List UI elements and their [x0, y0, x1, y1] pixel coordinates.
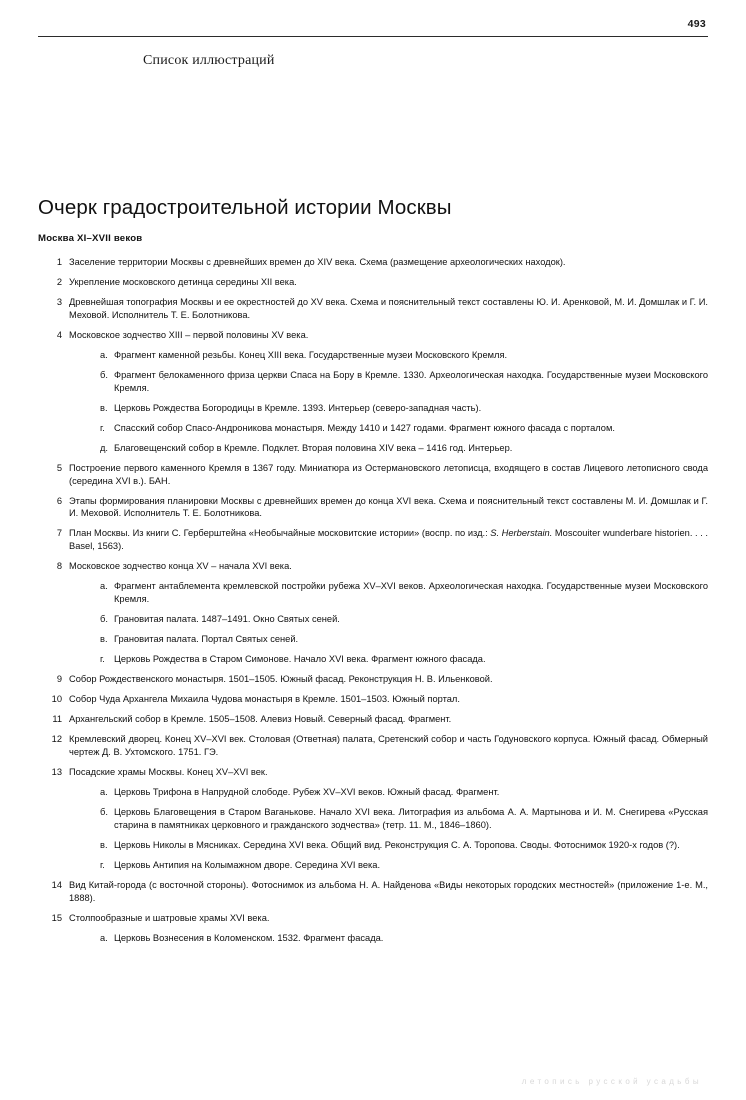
list-item-number: 12	[51, 734, 62, 745]
list-item-text: План Москвы. Из книги С. Герберштейна «Необычайные московитские истории» (воспр. по изд.: S. Herberstain. Moscouiter wunderbare historien. . . . Basel, 1563).	[69, 528, 708, 551]
sub-list-item-text: Спасский собор Спасо-Андроникова монастыря. Между 1410 и 1427 годами. Фрагмент южного фасада с порталом.	[114, 422, 615, 433]
sub-list-item-text: Фрагмент белокаменного фриза церкви Спаса на Бору в Кремле. 1330. Археологическая находка. Государственные музеи Московского Кремля.	[114, 370, 708, 393]
sub-list-item-text: Церковь Вознесения в Коломенском. 1532. Фрагмент фасада.	[114, 932, 384, 943]
list-item-text: Вид Китай-города (с восточной стороны). Фотоснимок из альбома Н. А. Найденова «Виды некоторых городских местностей» (приложение 1-е. М., 1888).	[69, 880, 708, 903]
sub-list-item	[38, 613, 708, 626]
sub-list-item-text: Грановитая палата. Портал Святых сеней.	[114, 633, 299, 644]
sub-list-item-text: Грановитая палата. 1487–1491. Окно Святых сеней.	[114, 613, 340, 624]
sub-list-item	[38, 422, 708, 435]
sub-list-item	[38, 580, 708, 605]
sub-list-item-text: Церковь Антипия на Колымажном дворе. Середина XVI века.	[114, 860, 381, 871]
sub-list-item-label: д.	[100, 442, 109, 453]
list-item-text: Заселение территории Москвы с древнейших времен до XIV века. Схема (размещение археологических находок).	[69, 257, 566, 267]
list-item-number: 3	[56, 297, 62, 308]
sub-list-item	[38, 839, 708, 852]
list-item-number: 9	[56, 674, 62, 685]
list-item-text: Построение первого каменного Кремля в 1367 году. Миниатюра из Остермановского летописца, входящего в состав Лицевого летописного свода (середина XVI в.). БАН.	[69, 463, 708, 486]
sub-list-item-text: Церковь Рождества Богородицы в Кремле. 1393. Интерьер (северо-западная часть).	[114, 402, 482, 413]
list-item	[38, 560, 708, 573]
list-item	[38, 733, 708, 758]
sub-list-item-text: Церковь Рождества в Старом Симонове. Начало XVI века. Фрагмент южного фасада.	[114, 654, 486, 665]
list-item	[38, 879, 708, 904]
sub-list-item	[38, 859, 708, 872]
list-item	[38, 276, 708, 289]
sub-list-item-label: в.	[100, 402, 108, 413]
sub-list-item-label: в.	[100, 840, 108, 850]
sub-list-item	[38, 806, 708, 831]
illustration-list	[38, 256, 708, 952]
list-item-number: 7	[56, 528, 62, 539]
sub-list-item	[38, 349, 708, 362]
list-item-text: Московское зодчество конца XV – начала XVI века.	[69, 561, 292, 572]
italic-citation: S. Herberstain.	[490, 528, 553, 539]
running-head: Список иллюстраций	[143, 53, 275, 68]
list-item-number: 11	[52, 714, 62, 725]
list-item-number: 6	[56, 495, 62, 506]
sub-list-item-label: г.	[100, 654, 105, 665]
list-item-number: 14	[51, 880, 62, 891]
sub-list-item	[38, 633, 708, 646]
list-item-text: Кремлевский дворец. Конец XV–XVI век. Столовая (Ответная) палата, Сретенский собор и часть Годуновского корпуса. Южный фасад. Обмерный чертеж Д. В. Ухтомского. 1751. ГЭ.	[69, 734, 708, 758]
header-rule	[38, 36, 708, 37]
sub-list-item-text: Фрагмент антаблемента кремлевской постройки рубежа XV–XVI веков. Археологическая находка. Государственные музеи Московского Кремля.	[114, 581, 708, 604]
sub-list-item-text: Церковь Благовещения в Старом Ваганькове. Начало XVI века. Литография из альбома А. А. Мартынова и И. М. Снегирева «Русская старина в памятниках церковного и гражданского зодчества» (тетр. 11. М., 1846–1860).	[114, 807, 708, 830]
list-item	[38, 296, 708, 321]
list-item-number: 8	[56, 561, 62, 572]
list-item-number: 4	[56, 329, 62, 340]
sub-list-item-label: а.	[100, 581, 108, 592]
list-item-text: Собор Рождественского монастыря. 1501–1505. Южный фасад. Реконструкция Н. В. Ильенковой.	[69, 674, 493, 685]
sub-list-item-label: а.	[100, 349, 108, 360]
citation-tail: Moscouiter wunderbare historien. . . . Basel, 1563).	[69, 528, 708, 551]
sub-list-item	[38, 653, 708, 666]
sub-list-item-label: б.	[100, 807, 108, 818]
list-item	[38, 766, 708, 779]
sub-list-item-label: а.	[100, 932, 108, 943]
list-item-number: 2	[56, 277, 62, 288]
list-item-text: Этапы формирования планировки Москвы с древнейших времен до конца XVI века. Схема и пояснительный текст составлены М. И. Домшлак и Г. И. Меховой. Исполнитель Т. Е. Болотникова.	[69, 495, 708, 519]
sub-list-item-label: б.	[100, 613, 108, 624]
sub-list-item	[38, 786, 708, 799]
page-title: Очерк градостроительной истории Москвы	[38, 196, 452, 219]
sub-list-item	[38, 442, 708, 455]
list-item-text: Собор Чуда Архангела Михаила Чудова монастыря в Кремле. 1501–1503. Южный портал.	[69, 694, 460, 705]
list-item-number: 10	[51, 694, 62, 705]
list-item	[38, 462, 708, 487]
list-item-number: 13	[51, 767, 62, 778]
page-number: 493	[687, 18, 706, 30]
list-item	[38, 256, 708, 269]
list-item	[38, 329, 708, 342]
list-item	[38, 912, 708, 925]
sub-list-item	[38, 932, 708, 945]
list-item-text: Московское зодчество XIII – первой половины XV века.	[69, 329, 309, 340]
list-item-number: 5	[56, 463, 62, 474]
sub-list-item-text: Благовещенский собор в Кремле. Подклет. Вторая половина XIV века – 1416 год. Интерьер.	[114, 442, 513, 453]
sub-list-item-label: б.	[100, 370, 108, 381]
list-item	[38, 527, 708, 552]
sub-list-item-label: г.	[100, 422, 105, 433]
list-item-text: Укрепление московского детинца середины XII века.	[69, 277, 297, 288]
list-item	[38, 693, 708, 706]
list-item	[38, 495, 708, 520]
list-item-text: Древнейшая топография Москвы и ее окрестностей до XV века. Схема и пояснительный текст составлены Ю. И. Аренковой, М. И. Домшлак и Г. И. Меховой. Исполнитель Т. Е. Болотникова.	[69, 297, 708, 320]
sub-list-item-label: в.	[100, 633, 108, 644]
list-item-text: Посадские храмы Москвы. Конец XV–XVI век.	[69, 767, 268, 778]
sub-list-item-label: а.	[100, 787, 108, 798]
list-item	[38, 713, 708, 726]
list-item-text: Архангельский собор в Кремле. 1505–1508. Алевиз Новый. Северный фасад. Фрагмент.	[69, 714, 452, 725]
sub-list-item-text: Церковь Николы в Мясниках. Середина XVI века. Общий вид. Реконструкция С. А. Торопова. Своды. Фотоснимок 1920-х годов (?).	[114, 840, 680, 850]
list-item-number: 1	[56, 257, 62, 267]
list-item-number: 15	[51, 912, 62, 923]
list-item-text: Столпообразные и шатровые храмы XVI века.	[69, 912, 270, 923]
sub-list-item-text: Фрагмент каменной резьбы. Конец XIII века. Государственные музеи Московского Кремля.	[114, 349, 508, 360]
sub-list-item	[38, 369, 708, 394]
sub-list-item-label: г.	[100, 860, 105, 871]
subsection-title: Москва XI–XVII веков	[38, 233, 143, 244]
sub-list-item	[38, 402, 708, 415]
sub-list-item-text: Церковь Трифона в Напрудной слободе. Рубеж XV–XVI веков. Южный фасад. Фрагмент.	[114, 787, 500, 798]
list-item	[38, 673, 708, 686]
footer-watermark: летопись русской усадьбы	[521, 1077, 702, 1086]
